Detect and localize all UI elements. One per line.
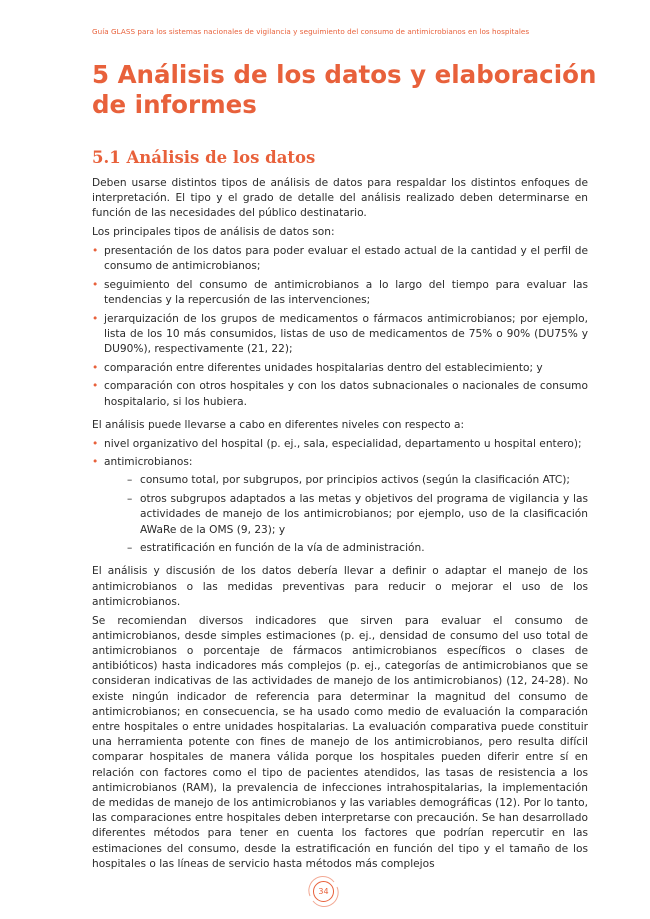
list-item: • comparación con otros hospitales y con los datos subnacionales o nacionales de consumo hospitalario, si los hubiera.: [92, 380, 588, 408]
dash-icon: –: [127, 542, 133, 555]
list-item: • nivel organizativo del hospital (p. ej., sala, especialidad, departamento u hospital entero);: [92, 437, 588, 452]
indicators-paragraph: Se recomiendan diversos indicadores que sirven para evaluar el consumo de antimicrobianos, desde simples estimaciones (p. ej., densidad de consumo del uso total de antimicrobianos o porcentaje de fármacos antimicrobianos específicos o clases de antibióticos) hasta indicadores más complejos (p. ej., categorías de antimicrobianos que se consideran indicativas de las actividades de manejo de los antimicrobianos) (12, 24-28). No existe ningún indicador de referencia para determinar la magnitud del consumo de antimicrobianos; en consecuencia, se ha usado como medio de evaluación la comparación entre hospitales o entre unidades hospitalarias. La evaluación comparativa puede constituir una herramienta potente con fines de manejo de los antimicrobianos, pero resulta difícil comparar hospitales de manera válida porque los hospitales pueden diferir entre sí en relación con factores como el tipo de pacientes atendidos, las tasas de resistencia a los antimicrobianos (RAM), la prevalencia de infecciones intrahospitalarias, la implementación de medidas de manejo de los antimicrobianos y las variables demográficas (12). Por lo tanto, las comparaciones entre hospitales deben interpretarse con precaución. Se han desarrollado diferentes métodos para tener en cuenta los factores que podrían repercutir en las estimaciones del consumo, desde la estratificación en función del tipo y el tamaño de los hospitales o las líneas de servicio hasta métodos más complejos: [92, 614, 588, 870]
list-item: • comparación entre diferentes unidades hospitalarias dentro del establecimiento; y: [92, 361, 588, 376]
sublist-item: – consumo total, por subgrupos, por principios activos (según la clasificación ATC);: [104, 473, 588, 488]
bullet-icon: •: [92, 361, 99, 374]
discussion-paragraph: El análisis y discusión de los datos debería llevar a definir o adaptar el manejo de los antimicrobianos o las medidas preventivas para reducir o mejorar el uso de los antimicrobianos.: [92, 565, 588, 608]
sublist-item: – estratificación en función de la vía de administración.: [104, 541, 588, 556]
analysis-types-list: [92, 244, 588, 410]
list-item: • seguimiento del consumo de antimicrobianos a lo largo del tiempo para evaluar las tendencias y la repercusión de las intervenciones;: [92, 278, 588, 306]
bullet-icon: •: [92, 437, 99, 450]
dash-icon: –: [127, 474, 133, 487]
analysis-levels-list: [92, 437, 588, 557]
section-title: 5.1 Análisis de los datos: [92, 148, 316, 167]
sublist-item: – otros subgrupos adaptados a las metas y objetivos del programa de vigilancia y las actividades de manejo de los antimicrobianos; por ejemplo, uso de la clasificación AWaRe de la OMS (9, 23); y: [127, 493, 588, 536]
bullet-icon: •: [92, 244, 99, 257]
running-header: Guía GLASS para los sistemas nacionales de vigilancia y seguimiento del consumo de antimicrobianos en los hospitales: [92, 27, 530, 36]
bullet-icon: •: [92, 380, 99, 393]
bullet-icon: •: [92, 312, 99, 325]
list-item: • antimicrobianos: – consumo total, por subgrupos, por principios activos (según la clasificación ATC); – otros subgrupos adaptados a las metas y objetivos del programa de vigilancia y las actividades de manejo de los antimicrobianos; por ejemplo, uso de la clasificación AWaRe de la OMS (9, 23); y – estratificación en función de la vía de administración.: [92, 455, 588, 556]
types-lead: Los principales tipos de análisis de datos son:: [92, 226, 335, 239]
page-number: 34: [313, 881, 334, 902]
levels-lead: El análisis puede llevarse a cabo en diferentes niveles con respecto a:: [92, 418, 465, 431]
chapter-title: 5 Análisis de los datos y elaboración de informes: [92, 60, 597, 119]
intro-paragraph: Deben usarse distintos tipos de análisis de datos para respaldar los distintos enfoques de interpretación. El tipo y el grado de detalle del análisis realizado deben determinarse en función de las necesidades del público destinatario.: [92, 177, 588, 220]
body-text: [92, 176, 588, 876]
list-item: • presentación de los datos para poder evaluar el estado actual de la cantidad y el perfil de consumo de antimicrobianos;: [92, 244, 588, 273]
list-item: • jerarquización de los grupos de medicamentos o fármacos antimicrobianos; por ejemplo, lista de los 10 más consumidos, listas de uso de medicamentos de 75% o 90% (DU75% y DU90%), respectivamente (21, 22);: [92, 312, 588, 356]
dash-icon: –: [127, 493, 133, 506]
bullet-icon: •: [92, 456, 99, 469]
bullet-icon: •: [92, 278, 99, 291]
antimicrobial-sublist: [104, 473, 588, 556]
